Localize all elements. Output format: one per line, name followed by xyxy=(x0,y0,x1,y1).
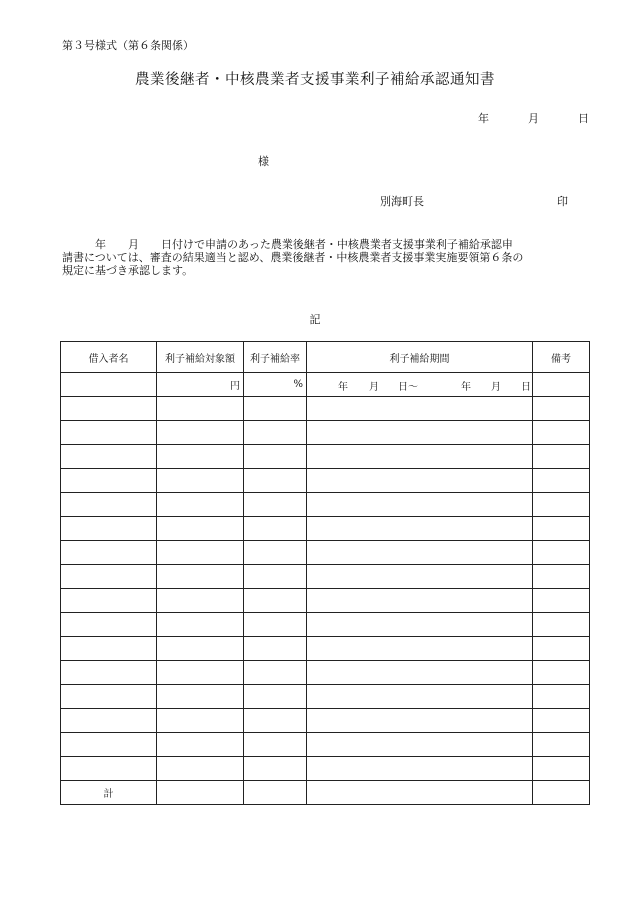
rate-cell[interactable] xyxy=(244,613,307,637)
period-cell[interactable] xyxy=(307,757,533,781)
remarks-cell[interactable] xyxy=(533,733,590,757)
amount-cell[interactable] xyxy=(157,469,244,493)
amount-unit: 円 xyxy=(157,373,244,397)
table-row xyxy=(61,637,590,661)
total-label: 計 xyxy=(61,781,157,805)
total-period-cell[interactable] xyxy=(307,781,533,805)
rate-cell[interactable] xyxy=(244,445,307,469)
table-units-row xyxy=(61,373,590,397)
rate-unit: % xyxy=(244,373,307,397)
table-row xyxy=(61,469,590,493)
header-subsidy-period: 利子補給期間 xyxy=(307,342,533,373)
borrower-name-cell[interactable] xyxy=(61,493,157,517)
date-month-label: 月 xyxy=(528,112,539,125)
period-start-day: 日～ xyxy=(398,382,418,393)
amount-cell[interactable] xyxy=(157,757,244,781)
table-row xyxy=(61,493,590,517)
amount-cell[interactable] xyxy=(157,613,244,637)
borrower-name-cell[interactable] xyxy=(61,733,157,757)
period-cell[interactable] xyxy=(307,589,533,613)
borrower-name-cell[interactable] xyxy=(61,661,157,685)
body-line: 年 月 日付けで申請のあった農業後継者・中核農業者支援事業利子補給承認申 xyxy=(62,238,513,251)
remarks-cell[interactable] xyxy=(533,397,590,421)
rate-cell[interactable] xyxy=(244,757,307,781)
borrower-name-cell[interactable] xyxy=(61,469,157,493)
addressee-suffix: 様 xyxy=(258,155,269,168)
borrower-name-cell[interactable] xyxy=(61,541,157,565)
period-cell[interactable] xyxy=(307,469,533,493)
remarks-cell[interactable] xyxy=(533,493,590,517)
notice-body xyxy=(62,238,592,277)
amount-cell[interactable] xyxy=(157,589,244,613)
amount-cell[interactable] xyxy=(157,493,244,517)
remarks-cell[interactable] xyxy=(533,709,590,733)
rate-cell[interactable] xyxy=(244,397,307,421)
remarks-cell[interactable] xyxy=(533,469,590,493)
amount-cell[interactable] xyxy=(157,421,244,445)
period-cell[interactable] xyxy=(307,397,533,421)
period-start-month: 月 xyxy=(369,382,379,393)
rate-cell[interactable] xyxy=(244,421,307,445)
period-cell xyxy=(307,373,533,397)
header-borrower-name: 借入者名 xyxy=(61,342,157,373)
amount-cell[interactable] xyxy=(157,709,244,733)
seal-mark: 印 xyxy=(557,195,568,208)
table-row xyxy=(61,757,590,781)
period-end-year: 年 xyxy=(461,382,471,393)
rate-cell[interactable] xyxy=(244,493,307,517)
borrower-name-cell[interactable] xyxy=(61,421,157,445)
period-cell[interactable] xyxy=(307,421,533,445)
remarks-cell[interactable] xyxy=(533,445,590,469)
date-day-label: 日 xyxy=(578,112,589,125)
table-row xyxy=(61,613,590,637)
amount-cell[interactable] xyxy=(157,517,244,541)
borrower-name-cell[interactable] xyxy=(61,709,157,733)
header-remarks: 備考 xyxy=(533,342,590,373)
amount-cell[interactable] xyxy=(157,397,244,421)
table-header-row xyxy=(61,342,590,373)
table-row xyxy=(61,589,590,613)
ki-heading: 記 xyxy=(309,313,321,326)
rate-cell[interactable] xyxy=(244,733,307,757)
period-cell[interactable] xyxy=(307,541,533,565)
borrower-name-cell[interactable] xyxy=(61,613,157,637)
amount-cell[interactable] xyxy=(157,565,244,589)
borrower-name-cell[interactable] xyxy=(61,685,157,709)
period-cell[interactable] xyxy=(307,565,533,589)
total-amount-cell[interactable] xyxy=(157,781,244,805)
borrower-name-cell[interactable] xyxy=(61,373,157,397)
total-remarks-cell[interactable] xyxy=(533,781,590,805)
rate-cell[interactable] xyxy=(244,637,307,661)
period-end-day: 日 xyxy=(521,382,531,393)
document-title: 農業後継者・中核農業者支援事業利子補給承認通知書 xyxy=(135,72,495,88)
table-row xyxy=(61,445,590,469)
rate-cell[interactable] xyxy=(244,661,307,685)
table-row xyxy=(61,733,590,757)
borrower-name-cell[interactable] xyxy=(61,445,157,469)
amount-cell[interactable] xyxy=(157,541,244,565)
amount-cell[interactable] xyxy=(157,445,244,469)
remarks-cell[interactable] xyxy=(533,757,590,781)
table-total-row xyxy=(61,781,590,805)
body-line: 規定に基づき承認します。 xyxy=(62,264,194,277)
borrower-name-cell[interactable] xyxy=(61,517,157,541)
remarks-cell[interactable] xyxy=(533,421,590,445)
period-cell[interactable] xyxy=(307,637,533,661)
period-cell[interactable] xyxy=(307,493,533,517)
header-subsidy-rate: 利子補給率 xyxy=(244,342,307,373)
borrower-name-cell[interactable] xyxy=(61,565,157,589)
amount-cell[interactable] xyxy=(157,733,244,757)
rate-cell[interactable] xyxy=(244,709,307,733)
body-line: 請書については、審査の結果適当と認め、農業後継者・中核農業者支援事業実施要領第６条の xyxy=(62,251,524,264)
remarks-cell[interactable] xyxy=(533,517,590,541)
form-number: 第３号様式（第６条関係） xyxy=(62,39,194,52)
period-cell[interactable] xyxy=(307,517,533,541)
period-cell[interactable] xyxy=(307,613,533,637)
table-row xyxy=(61,517,590,541)
period-cell[interactable] xyxy=(307,685,533,709)
remarks-cell[interactable] xyxy=(533,565,590,589)
table-row xyxy=(61,397,590,421)
period-cell[interactable] xyxy=(307,733,533,757)
borrower-name-cell[interactable] xyxy=(61,757,157,781)
table-row xyxy=(61,685,590,709)
borrower-name-cell[interactable] xyxy=(61,637,157,661)
period-cell[interactable] xyxy=(307,445,533,469)
remarks-cell[interactable] xyxy=(533,637,590,661)
borrower-name-cell[interactable] xyxy=(61,397,157,421)
total-rate-cell[interactable] xyxy=(244,781,307,805)
rate-cell[interactable] xyxy=(244,685,307,709)
amount-cell[interactable] xyxy=(157,661,244,685)
interest-subsidy-table xyxy=(60,341,590,805)
amount-cell[interactable] xyxy=(157,637,244,661)
period-cell[interactable] xyxy=(307,661,533,685)
period-start-year: 年 xyxy=(338,382,348,393)
table-row xyxy=(61,661,590,685)
remarks-cell[interactable] xyxy=(533,613,590,637)
rate-cell[interactable] xyxy=(244,565,307,589)
period-cell[interactable] xyxy=(307,709,533,733)
remarks-cell[interactable] xyxy=(533,661,590,685)
rate-cell[interactable] xyxy=(244,469,307,493)
table-row xyxy=(61,541,590,565)
remarks-cell[interactable] xyxy=(533,685,590,709)
period-end-month: 月 xyxy=(491,382,501,393)
remarks-cell[interactable] xyxy=(533,541,590,565)
rate-cell[interactable] xyxy=(244,541,307,565)
date-year-label: 年 xyxy=(478,112,489,125)
borrower-name-cell[interactable] xyxy=(61,589,157,613)
table-row xyxy=(61,421,590,445)
remarks-cell[interactable] xyxy=(533,589,590,613)
rate-cell[interactable] xyxy=(244,589,307,613)
issuer-name: 別海町長 xyxy=(380,195,424,208)
amount-cell[interactable] xyxy=(157,685,244,709)
header-subsidy-amount: 利子補給対象額 xyxy=(157,342,244,373)
remarks-cell[interactable] xyxy=(533,373,590,397)
rate-cell[interactable] xyxy=(244,517,307,541)
table-row xyxy=(61,565,590,589)
table-row xyxy=(61,709,590,733)
